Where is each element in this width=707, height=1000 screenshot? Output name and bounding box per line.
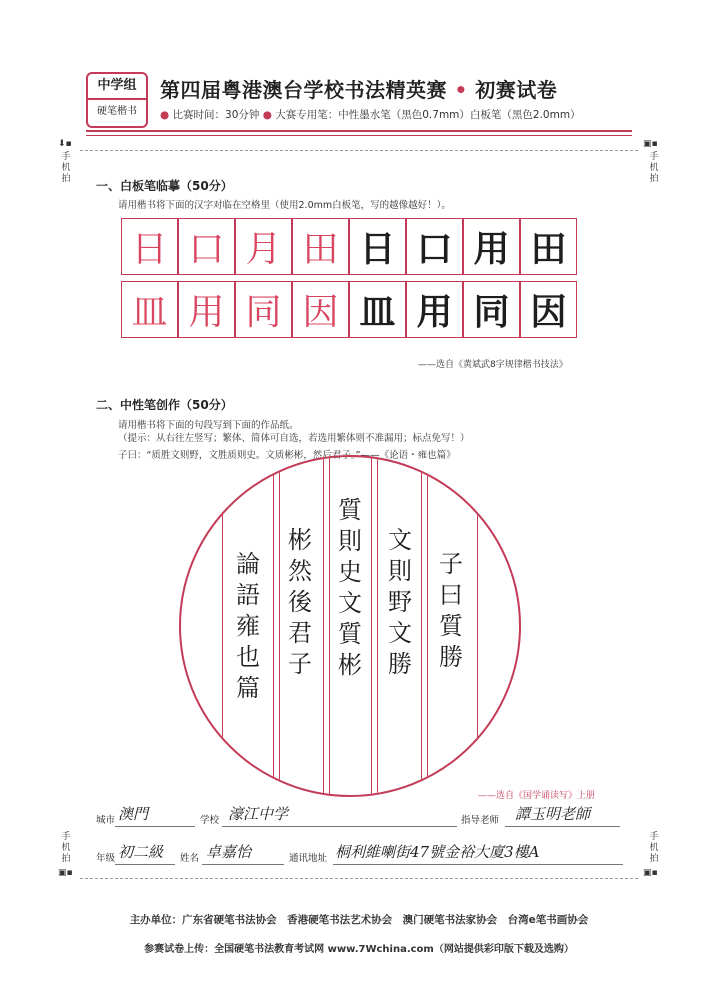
- school-label: 学校: [200, 815, 220, 826]
- grade-label: 年级: [96, 853, 116, 864]
- camera-icon: ▣▪: [58, 868, 73, 878]
- grid-cell: 皿: [121, 281, 178, 338]
- address-field[interactable]: 桐利維喇街47號金裕大廈3樓A: [335, 843, 540, 861]
- cut-line-top: [80, 150, 638, 151]
- section2-quote: 子曰：“质胜文则野，文胜质则史。文质彬彬，然后君子。”——《论语・雍也篇》: [118, 450, 456, 461]
- badge-script-label: 硬笔楷书: [97, 106, 137, 117]
- header-rule: [86, 130, 632, 132]
- city-field[interactable]: 澳門: [118, 805, 149, 823]
- grid-cell: 田: [292, 218, 349, 275]
- side-label-right-bottom: 手机拍: [649, 832, 659, 864]
- column-5: 論語雍也篇: [236, 550, 260, 702]
- grid-cell: 用: [178, 281, 235, 338]
- column-3: 質則史文質彬: [338, 496, 362, 679]
- school-field[interactable]: 濠江中学: [228, 805, 289, 823]
- cut-line-bottom: [80, 878, 638, 879]
- grid-cell-handwritten: 同: [463, 281, 520, 338]
- grade-field[interactable]: 初二級: [118, 843, 164, 861]
- column-2: 文則野文勝: [388, 526, 412, 678]
- column-4: 彬然後君子: [288, 526, 312, 678]
- exam-info: ● 比赛时间：30分钟 ● 大赛专用笔：中性墨水笔（黑色0.7mm）白板笔（黑色2.0mm）: [160, 109, 581, 121]
- group-badge: [86, 72, 148, 128]
- section2-instruction-1: 请用楷书将下面的句段写到下面的作品纸。: [118, 420, 299, 431]
- grid-cell-handwritten: 日: [349, 218, 406, 275]
- grid-cell-handwritten: 用: [406, 281, 463, 338]
- grid-cell-handwritten: 田: [520, 218, 577, 275]
- camera-icon: ▣▪: [643, 868, 658, 878]
- column-1: 子曰質勝: [439, 550, 463, 671]
- grid-row-2: [121, 281, 589, 338]
- title-dot: •: [454, 78, 468, 102]
- city-label: 城市: [96, 815, 116, 826]
- organizers: 主办单位：广东省硬笔书法协会 香港硬笔书法艺术协会 澳门硬笔书法家协会 台湾e笔书画协会: [129, 914, 589, 926]
- section1-heading: 一、白板笔临摹（50分）: [96, 179, 233, 193]
- grid-cell: 因: [292, 281, 349, 338]
- grid-cell: 月: [235, 218, 292, 275]
- camera-icon: ▣▪: [643, 139, 658, 149]
- grid-cell-handwritten: 用: [463, 218, 520, 275]
- badge-group-label: 中学组: [88, 74, 146, 100]
- teacher-field[interactable]: 譚玉明老師: [515, 805, 591, 823]
- header-rule-thin: [86, 135, 632, 136]
- title-main: 第四届粤港澳台学校书法精英赛: [160, 78, 447, 102]
- side-label-right-top: 手机拍: [649, 152, 659, 184]
- side-label-left-top: 手机拍: [61, 152, 71, 184]
- section1-instruction: 请用楷书将下面的汉字对临在空格里（使用2.0mm白板笔，写的越像越好！）。: [118, 200, 451, 211]
- name-field[interactable]: 卓嘉怡: [206, 843, 252, 861]
- grid-cell: 口: [178, 218, 235, 275]
- teacher-label: 指导老师: [461, 815, 500, 826]
- grid-cell-handwritten: 口: [406, 218, 463, 275]
- section2-source: ——选自《国学诵读写》上册: [478, 791, 596, 801]
- grid-cell: 日: [121, 218, 178, 275]
- calligraphy-circle: [179, 455, 521, 797]
- section1-source: ——选自《黄斌武8字规律楷书技法》: [418, 360, 568, 370]
- address-label: 通讯地址: [289, 853, 328, 864]
- grid-cell-handwritten: 因: [520, 281, 577, 338]
- page-title: [160, 74, 557, 103]
- grid-row-1: [121, 218, 589, 275]
- tracing-grid: [121, 218, 589, 344]
- download-icon: ⬇▪: [58, 139, 72, 149]
- title-suffix: 初赛试卷: [475, 78, 558, 102]
- upload-info: 参赛试卷上传：全国硬笔书法教育考试网 www.7Wchina.com（网站提供彩印版下载及选购）: [144, 944, 574, 955]
- grid-cell: 同: [235, 281, 292, 338]
- name-label: 姓名: [180, 853, 200, 864]
- exam-pen: 大赛专用笔：中性墨水笔（黑色0.7mm）白板笔（黑色2.0mm）: [275, 109, 581, 121]
- section2-heading: 二、中性笔创作（50分）: [96, 398, 233, 412]
- section2-instruction-2: （提示：从右往左竖写；繁体、简体可自选，若选用繁体则不准漏用；标点免写！）: [118, 433, 470, 444]
- exam-time: 比赛时间：30分钟: [172, 109, 260, 121]
- grid-cell-handwritten: 皿: [349, 281, 406, 338]
- side-label-left-bottom: 手机拍: [61, 832, 71, 864]
